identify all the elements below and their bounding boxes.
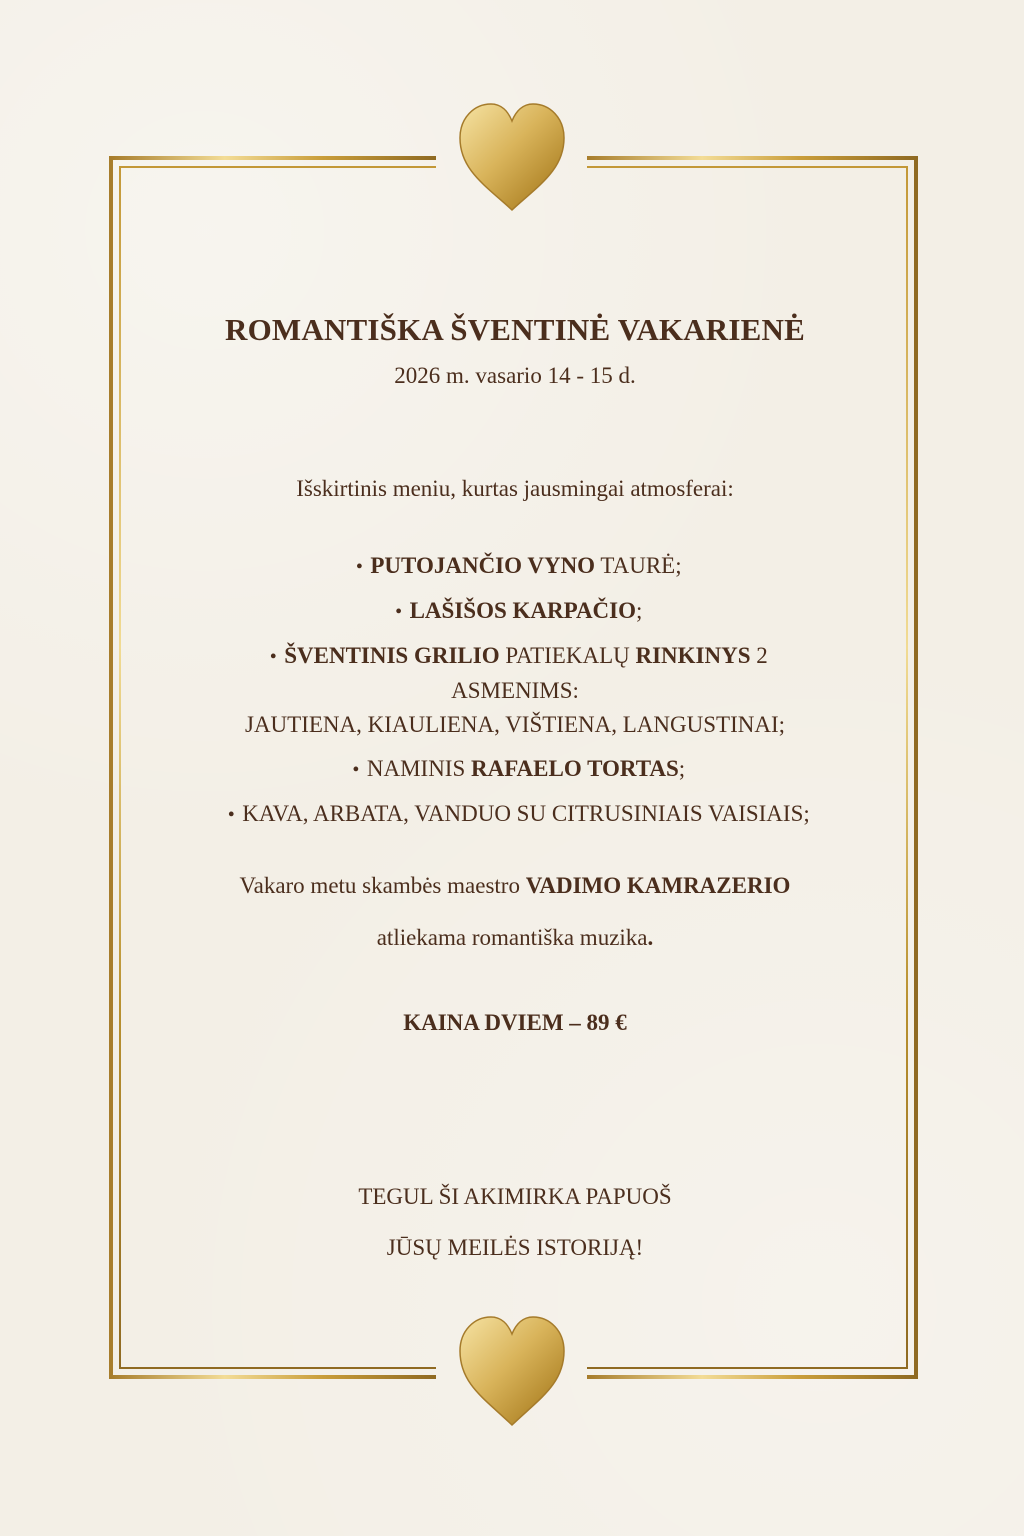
closing-line-1: TEGUL ŠI AKIMIRKA PAPUOŠ (358, 1184, 672, 1209)
menu-item-text: KAVA, ARBATA, VANDUO SU CITRUSINIAIS VAISIAIS; (242, 801, 810, 826)
menu-item-bold: PUTOJANČIO VYNO (370, 553, 596, 578)
top-heart-icon (460, 104, 564, 210)
closing-line-2: JŪSŲ MEILĖS ISTORIJĄ! (386, 1235, 644, 1260)
menu-item-drinks (140, 797, 890, 832)
music-line-2 (140, 925, 890, 951)
menu-item-text: PATIEKALŲ (499, 643, 636, 668)
menu-list (140, 549, 890, 842)
menu-item-salmon-carpaccio (140, 594, 890, 629)
event-title: ROMANTIŠKA ŠVENTINĖ VAKARIENĖ (224, 312, 805, 347)
menu-item-text: 2 (750, 643, 768, 668)
bullet-icon: • (227, 804, 235, 826)
menu-item-grill-set (140, 639, 890, 742)
menu-item-text: ; (636, 598, 643, 623)
bullet-icon: • (269, 646, 277, 668)
bullet-icon: • (395, 601, 403, 623)
menu-intro: Išskirtinis meniu, kurtas jausmingai atmosferai: (296, 476, 734, 501)
menu-item-bold: RINKINYS (635, 643, 751, 668)
menu-item-line: JAUTIENA, KIAULIENA, VIŠTIENA, LANGUSTINAI; (245, 712, 785, 737)
musician-name: VADIMO KAMRAZERIO (525, 873, 791, 898)
bullet-icon: • (352, 759, 360, 781)
music-text: Vakaro metu skambės maestro (239, 873, 526, 898)
menu-item-line (140, 639, 890, 674)
menu-item-bold: LAŠIŠOS KARPAČIO (409, 598, 637, 623)
menu-item-text: TAURĖ; (595, 553, 682, 578)
music-punctuation: . (647, 925, 654, 950)
menu-item-text: NAMINIS (366, 756, 471, 781)
menu-item-sparkling-wine (140, 549, 890, 584)
menu-item-line: ASMENIMS: (451, 678, 579, 703)
menu-item-raffaello-cake (140, 752, 890, 787)
menu-item-bold: ŠVENTINIS GRILIO (284, 643, 500, 668)
bottom-heart-icon (460, 1317, 564, 1425)
price-label: KAINA DVIEM – 89 € (403, 1010, 627, 1035)
bullet-icon: • (355, 556, 363, 578)
music-line-1 (140, 873, 890, 899)
menu-item-bold: RAFAELO TORTAS (471, 756, 679, 781)
event-date: 2026 m. vasario 14 - 15 d. (394, 363, 636, 388)
menu-item-text: ; (678, 756, 686, 781)
music-text: atliekama romantiška muzika (376, 925, 648, 950)
